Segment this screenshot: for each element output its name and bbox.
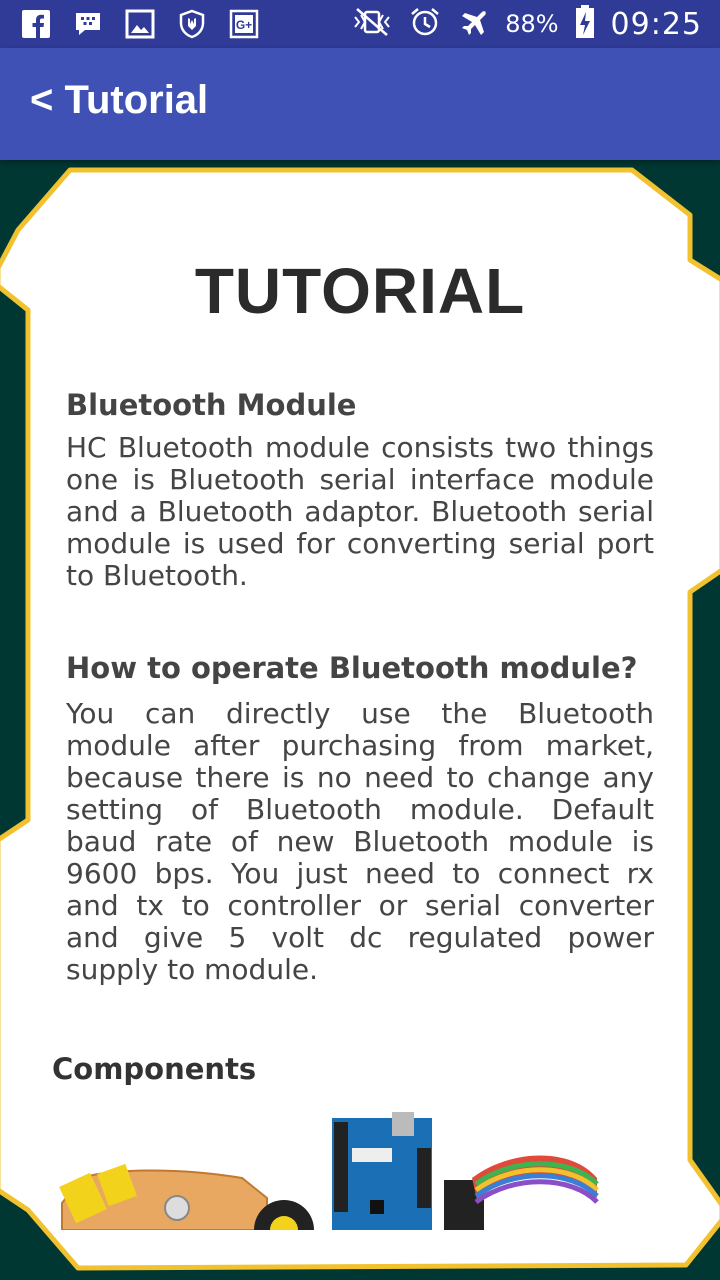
status-bar xyxy=(0,0,720,48)
facebook-icon xyxy=(20,8,52,40)
gallery-icon xyxy=(124,8,156,40)
section-heading-how-to-operate: How to operate Bluetooth module? xyxy=(66,651,638,685)
section-body-bluetooth-module: HC Bluetooth module consists two things one is Bluetooth serial interface module and a Bluetooth adaptor. Bluetooth serial module is used for converting serial port to Bluetooth. xyxy=(66,431,654,592)
section-heading-bluetooth-module: Bluetooth Module xyxy=(66,388,357,422)
app-bar xyxy=(0,48,720,160)
notification-icons xyxy=(20,8,260,40)
system-status xyxy=(351,4,702,44)
robot-chassis-image xyxy=(59,1164,314,1230)
components-image xyxy=(52,1108,612,1230)
battery-percent: 88% xyxy=(505,10,559,38)
section-body-how-to-operate: You can directly use the Bluetooth module after purchasing from market, because there is no need to change any setting of Bluetooth module. Default baud rate of new Bluetooth module is 9600 bps. You just need to connect rx and tx to controller or serial converter and give 5 volt dc regulated power supply to module. xyxy=(66,697,654,986)
clock: 09:25 xyxy=(610,6,702,42)
tutorial-page xyxy=(0,160,720,1280)
components-heading: Components xyxy=(52,1052,257,1086)
airplane-icon xyxy=(457,6,489,43)
alarm-icon xyxy=(409,6,441,43)
svg-text:G+: G+ xyxy=(235,18,253,32)
bbm-icon xyxy=(72,8,104,40)
vibrate-mute-icon xyxy=(351,7,393,42)
tutorial-content xyxy=(0,160,720,1280)
arduino-board-image xyxy=(332,1112,432,1230)
page-title: TUTORIAL xyxy=(194,255,526,327)
battery-charging-icon xyxy=(575,5,595,44)
google-plus-icon xyxy=(228,8,260,40)
back-button[interactable]: < Tutorial xyxy=(30,78,209,122)
jumper-wires-image xyxy=(444,1156,597,1231)
shield-icon xyxy=(176,8,208,40)
